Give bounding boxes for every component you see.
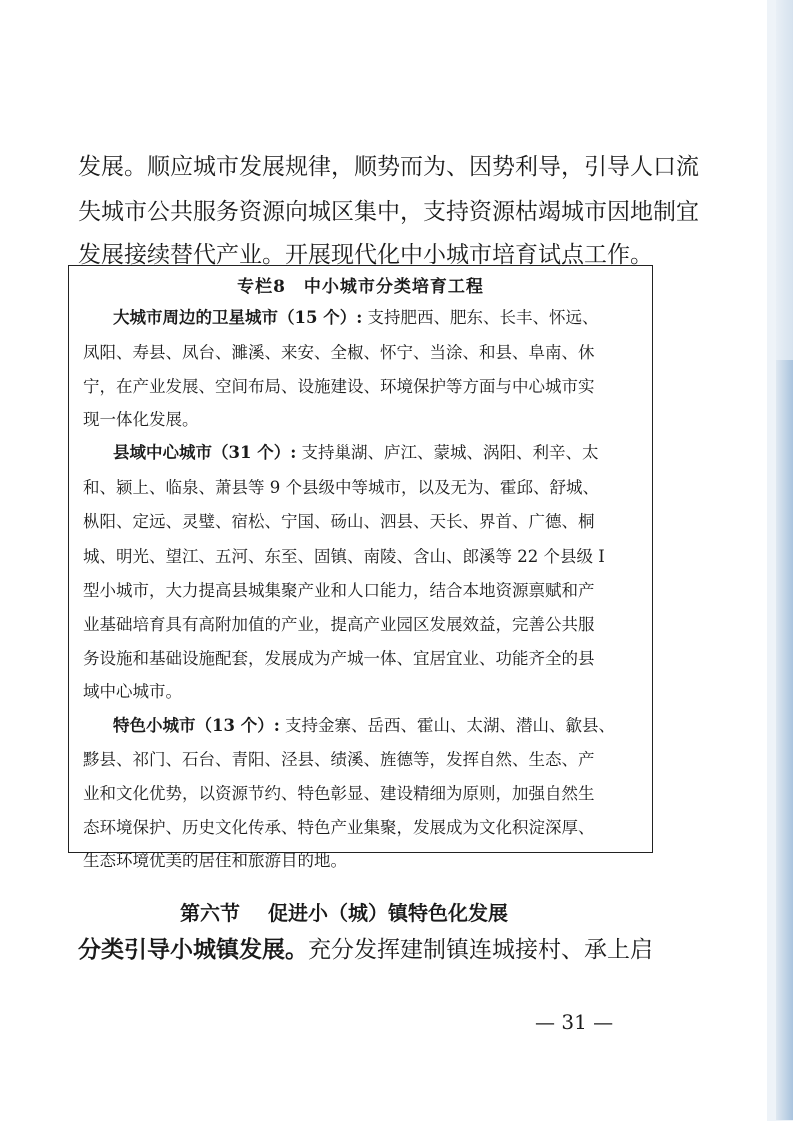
featured-cities-line-3: 业和文化优势，以资源节约、特色彰显、建设精细为原则，加强自然生	[83, 784, 595, 803]
county-cities-heading: 县域中心城市（31 个）:	[113, 443, 297, 462]
county-cities-line-6: 业基础培育具有高附加值的产业，提高产业园区发展效益，完善公共服	[83, 615, 595, 634]
featured-cities-heading: 特色小城市（13 个）:	[113, 716, 280, 735]
county-cities-line-5: 型小城市，大力提高县城集聚产业和人口能力，结合本地资源禀赋和产	[83, 581, 595, 600]
page-edge-bar-bottom	[776, 360, 793, 1120]
featured-cities-line-2: 黟县、祁门、石台、青阳、泾县、绩溪、旌德等，发挥自然、生态、产	[83, 750, 595, 769]
county-cities-line-8: 域中心城市。	[83, 682, 182, 701]
page-edge-shadow	[767, 0, 793, 1121]
column-box	[68, 265, 653, 870]
satellite-cities-line-3: 宁，在产业发展、空间布局、设施建设、环境保护等方面与中心城市实	[83, 377, 595, 396]
county-cities-line-3: 枞阳、定远、灵璧、宿松、宁国、砀山、泗县、天长、界首、广德、桐	[83, 512, 595, 531]
county-cities-line-4: 城、明光、望江、五河、东至、固镇、南陵、含山、郎溪等 22 个县级 I	[83, 547, 605, 566]
intro-line-1: 发展。顺应城市发展规律，顺势而为、因势利导，引导人口流	[78, 154, 699, 180]
closing-paragraph	[78, 935, 653, 965]
intro-line-2: 失城市公共服务资源向城区集中，支持资源枯竭城市因地制宜	[78, 199, 699, 225]
featured-cities-line-5: 生态环境优美的居住和旅游目的地。	[83, 851, 347, 870]
satellite-cities-line-4: 现一体化发展。	[83, 410, 199, 429]
satellite-cities-line-1: 大城市周边的卫星城市（15 个）: 支持肥西、肥东、长丰、怀远、	[113, 308, 599, 327]
intro-line-3: 发展接续替代产业。开展现代化中小城市培育试点工作。	[78, 242, 653, 268]
closing-text: 充分发挥建制镇连城接村、承上启	[308, 937, 653, 963]
county-cities-line-7: 务设施和基础设施配套，发展成为产城一体、宜居宜业、功能齐全的县	[83, 649, 595, 668]
section-heading	[180, 899, 508, 927]
section-number: 第六节	[180, 901, 240, 925]
county-cities-line-2: 和、颍上、临泉、萧县等 9 个县级中等城市，以及无为、霍邱、舒城、	[83, 478, 599, 497]
box-title: 专栏8 中小城市分类培育工程	[237, 277, 484, 297]
section-title-text: 促进小（城）镇特色化发展	[268, 901, 508, 925]
featured-cities-line-4: 态环境保护、历史文化传承、特色产业集聚，发展成为文化积淀深厚、	[83, 818, 595, 837]
page-number: — 31 —	[535, 1010, 614, 1034]
closing-lead: 分类引导小城镇发展。	[78, 937, 308, 963]
featured-cities-line-1: 特色小城市（13 个）: 支持金寨、岳西、霍山、太湖、潜山、歙县、	[113, 716, 616, 735]
county-cities-line-1: 县域中心城市（31 个）: 支持巢湖、庐江、蒙城、涡阳、利辛、太	[113, 443, 599, 462]
satellite-cities-line-2: 凤阳、寿县、凤台、濉溪、来安、全椒、怀宁、当涂、和县、阜南、休	[83, 343, 595, 362]
page-edge-bar-top	[776, 0, 793, 360]
satellite-cities-heading: 大城市周边的卫星城市（15 个）:	[113, 308, 363, 327]
